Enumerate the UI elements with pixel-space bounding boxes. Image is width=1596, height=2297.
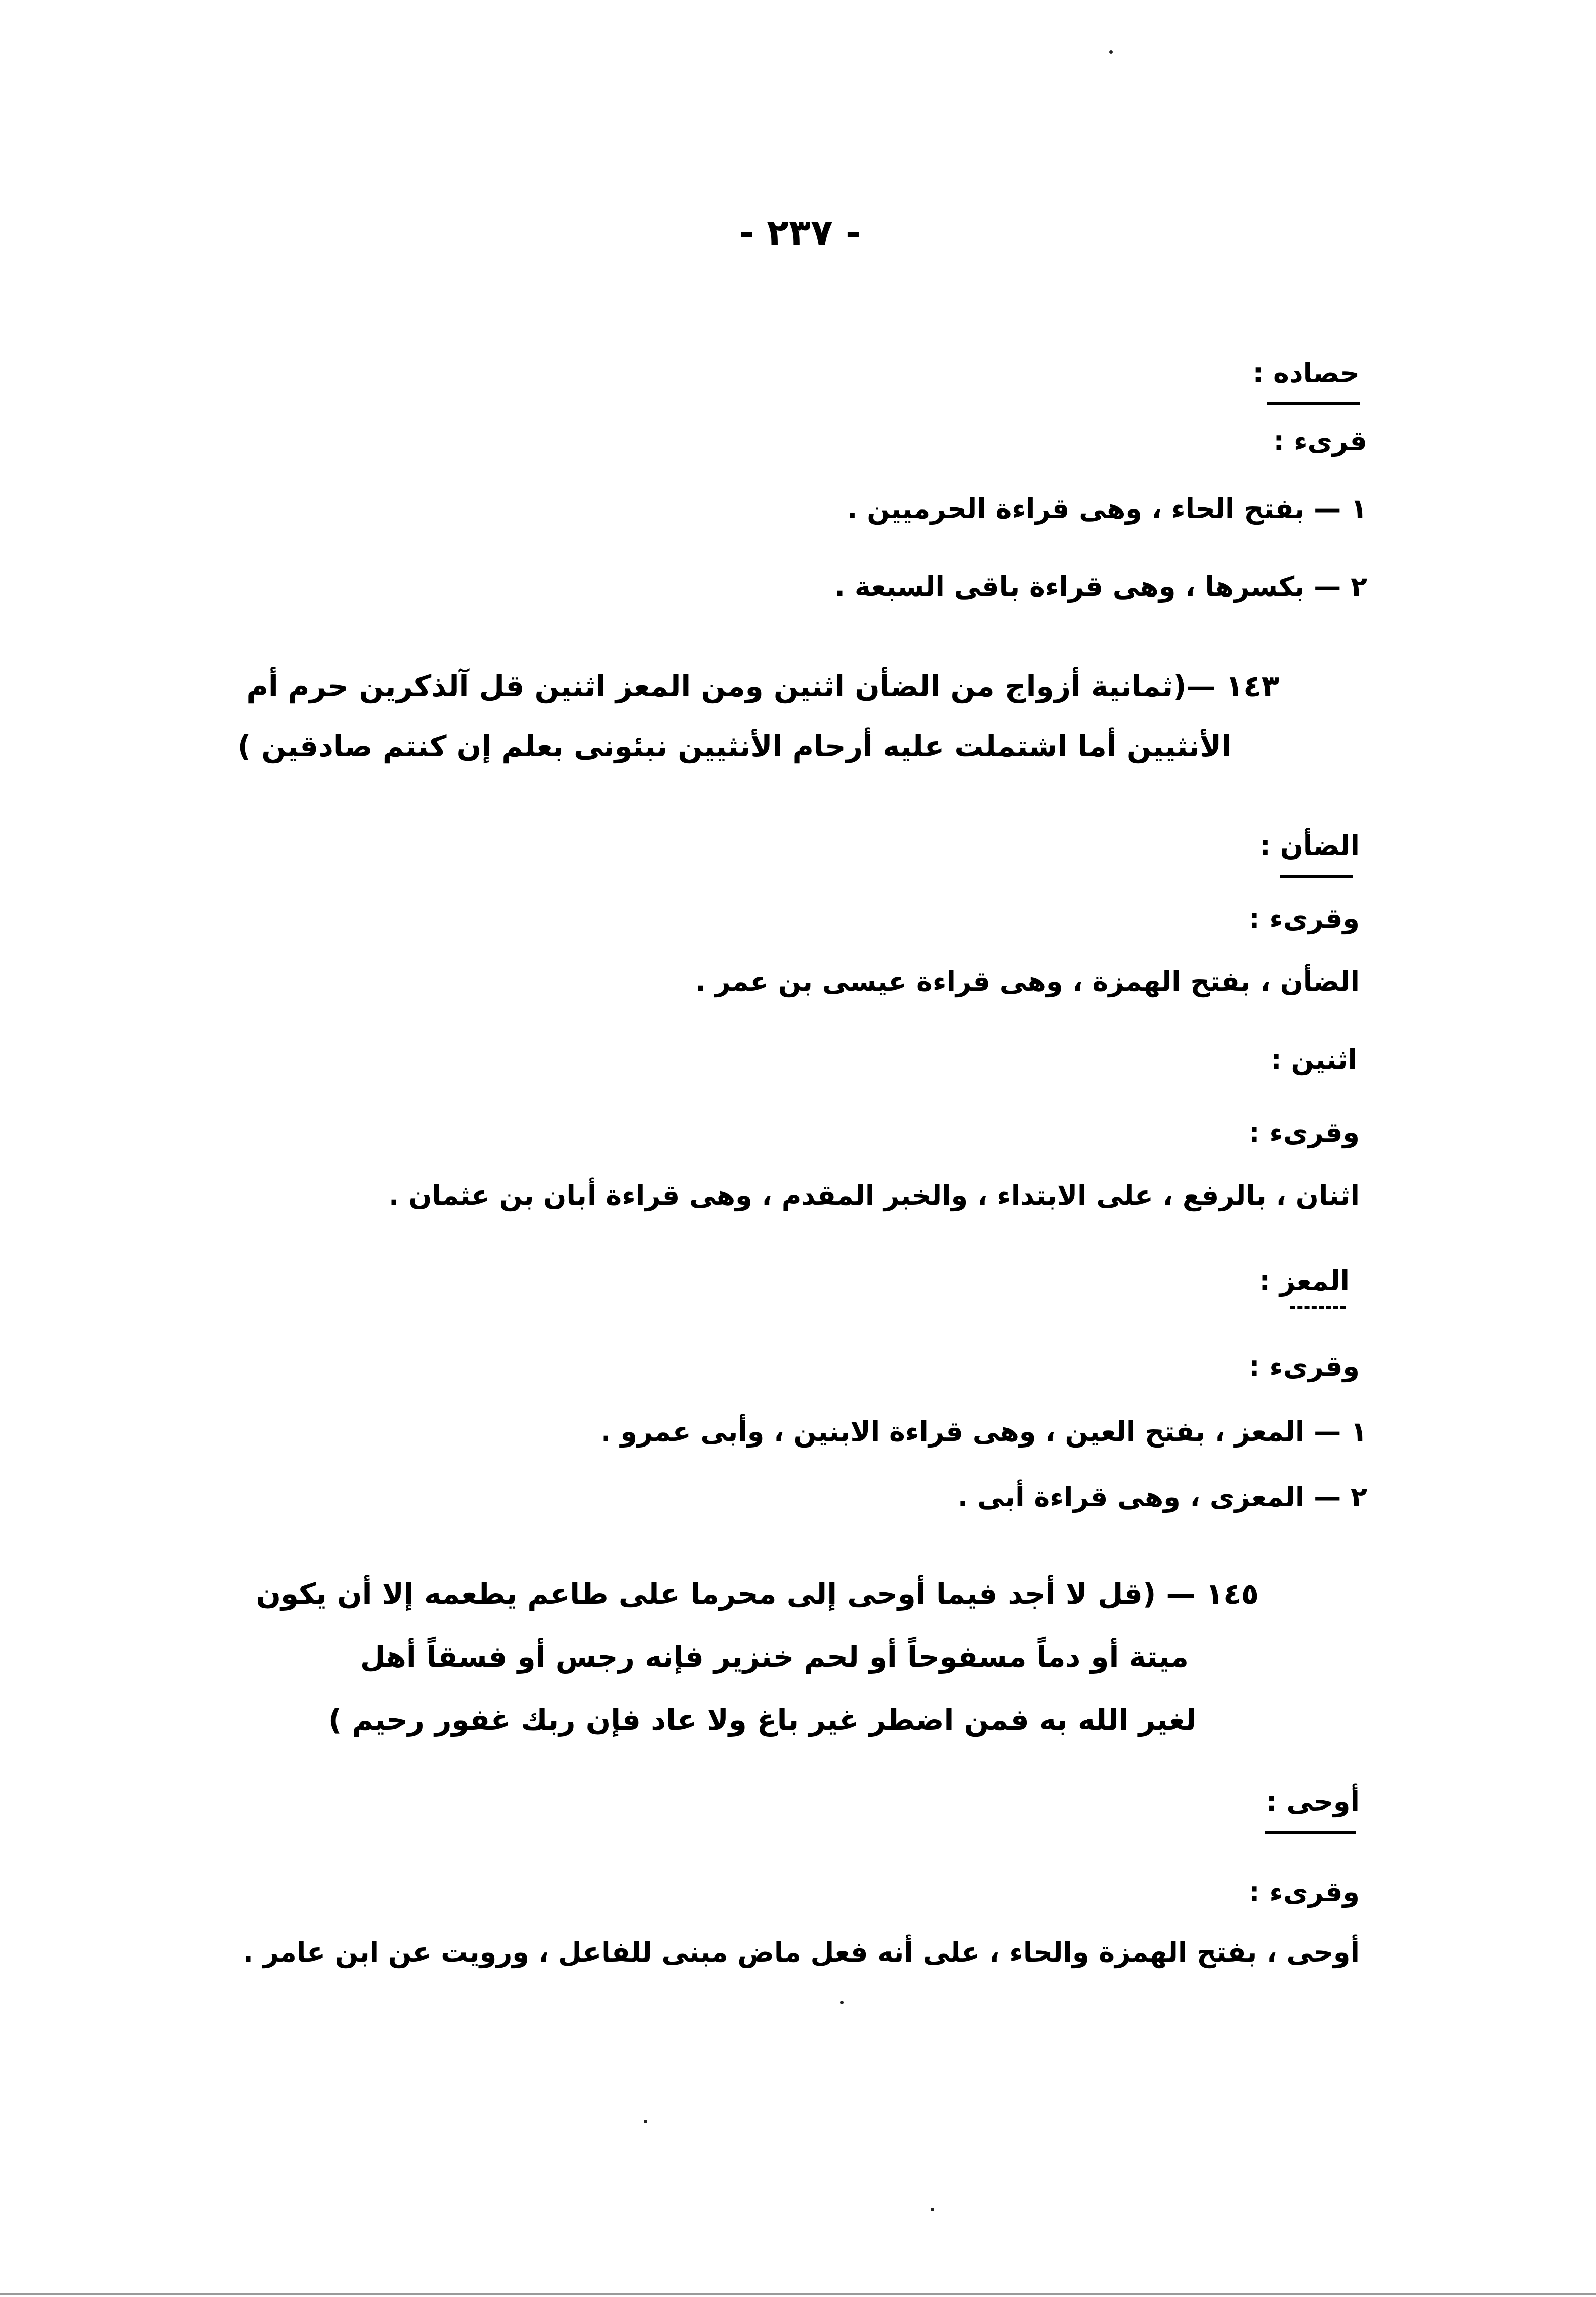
scan-speck <box>644 2120 647 2123</box>
reading-line: الضأن ، بفتح الهمزة ، وهى قراءة عيسى بن عمر . <box>695 966 1360 997</box>
reading-line: أوحى ، بفتح الهمزة والحاء ، على أنه فعل ماض مبنى للفاعل ، ورويت عن ابن عامر . <box>243 1936 1360 1968</box>
scan-speck <box>1109 50 1113 54</box>
qurie-label: قرىء : <box>1273 425 1367 457</box>
verse-143-line-2: الأنثيين أما اشتملت عليه أرحام الأنثيين نبئونى بعلم إن كنتم صادقين ) <box>237 729 1231 763</box>
heading-al-maaz: المعز : <box>1259 1265 1350 1297</box>
reading-line: ١ — بفتح الحاء ، وهى قراءة الحرميين . <box>847 493 1367 525</box>
heading-underline-dashed <box>1290 1306 1346 1309</box>
reading-line: ٢ — بكسرها ، وهى قراءة باقى السبعة . <box>834 571 1367 603</box>
heading-ithnayn: اثنين : <box>1271 1044 1357 1075</box>
verse-145-line-1: ١٤٥ — (قل لا أجد فيما أوحى إلى محرما على طاعم يطعمه إلا أن يكون <box>256 1577 1259 1611</box>
wa-qurie-label: وقرىء : <box>1248 1350 1360 1382</box>
heading-awha: أوحى : <box>1266 1785 1360 1817</box>
heading-al-daan: الضأن : <box>1259 830 1360 862</box>
heading-underline <box>1267 402 1360 405</box>
verse-143-line-1: ١٤٣ —(ثمانية أزواج من الضأن اثنين ومن المعز اثنين قل آلذكرين حرم أم <box>246 669 1279 703</box>
heading-underline <box>1265 1831 1356 1834</box>
reading-line: ٢ — المعزى ، وهى قراءة أبى . <box>957 1481 1367 1513</box>
wa-qurie-label: وقرىء : <box>1248 1117 1360 1148</box>
scan-speck <box>931 2208 934 2211</box>
reading-line: ١ — المعز ، بفتح العين ، وهى قراءة الابنين ، وأبى عمرو . <box>601 1416 1367 1448</box>
reading-line: اثنان ، بالرفع ، على الابتداء ، والخبر المقدم ، وهى قراءة أبان بن عثمان . <box>389 1179 1360 1211</box>
heading-underline <box>1280 875 1353 878</box>
scan-speck <box>840 2001 844 2004</box>
verse-145-line-3: لغير الله به فمن اضطر غير باغ ولا عاد فإن ربك غفور رحيم ) <box>328 1703 1196 1737</box>
scan-bottom-edge <box>0 2293 1596 2295</box>
heading-hasadih: حصاده : <box>1252 357 1360 389</box>
wa-qurie-label: وقرىء : <box>1248 903 1360 934</box>
page-number: - ٢٣٧ - <box>739 211 861 253</box>
verse-145-line-2: ميتة أو دماً مسفوحاً أو لحم خنزير فإنه رجس أو فسقاً أهل <box>360 1640 1189 1674</box>
wa-qurie-label: وقرىء : <box>1248 1876 1360 1908</box>
